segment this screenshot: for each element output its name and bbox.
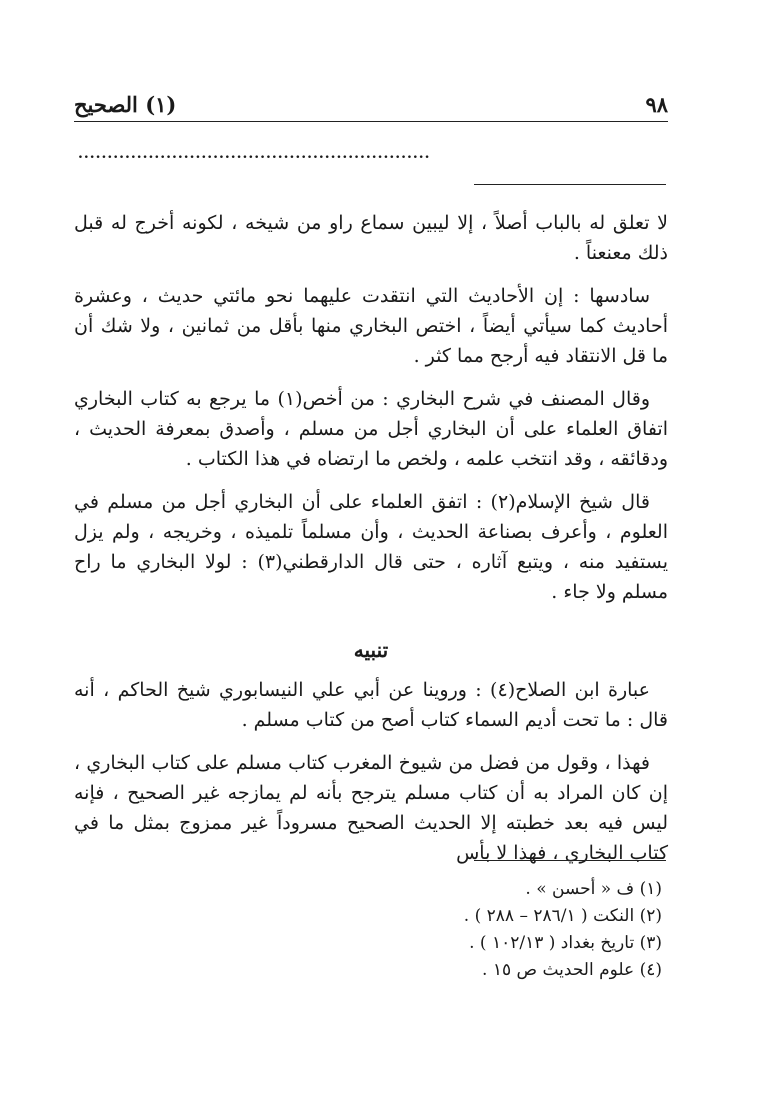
section-heading: تنبيه [353,638,389,662]
separator-rule [474,184,666,185]
running-title: (١) الصحيح [74,92,177,117]
main-text [74,208,668,881]
footnote-1: (١) ف « أحسن » . [525,879,662,899]
page-header [74,86,668,122]
paragraph-2: سادسها : إن الأحاديث التي انتقدت عليهما نحو مائتي حديث ، وعشرة أحاديث كما سيأتي أيضاً ، اختص البخاري منها بأقل من ثمانين ، ولا شك أن ما قل الانتقاد فيه أرجح مما كثر . [74,285,668,367]
footnote-3: (٣) تاريخ بغداد ( ١٠٢/١٣ ) . [469,933,662,953]
footnotes [142,876,662,984]
paragraph-5: عبارة ابن الصلاح(٤) : وروينا عن أبي علي النيسابوري شيخ الحاكم ، أنه قال : ما تحت أديم السماء كتاب أصح من كتاب مسلم . [74,679,668,731]
paragraph-4: قال شيخ الإسلام(٢) : اتفق العلماء على أن البخاري أجل من مسلم في العلوم ، وأعرف بصناعة الحديث ، وأن مسلماً تلميذه ، وخريجه ، ولم يزل يستفيد منه ، ويتبع آثاره ، حتى قال الدارقطني(٣) : لولا البخاري ما راح مسلم ولا جاء . [74,491,668,603]
footnote-rule [474,860,666,861]
paragraph-1: لا تعلق له بالباب أصلاً ، إلا ليبين سماع راو من شيخه ، لكونه أخرج له قبل ذلك معنعناً . [74,212,668,264]
dotted-separator: ............................................................ [78,146,431,162]
paragraph-3: وقال المصنف في شرح البخاري : من أخص(١) ما يرجع به كتاب البخاري اتفاق العلماء على أن البخاري أجل من مسلم ، وأصدق بمعرفة الحديث ، ودقائقه ، وقد انتخب علمه ، ولخص ما ارتضاه في هذا الكتاب . [74,388,668,470]
page-number: ٩٨ [645,92,668,117]
paragraph-6: فهذا ، وقول من فضل من شيوخ المغرب كتاب مسلم على كتاب البخاري ، إن كان المراد به أن كتاب مسلم يترجح بأنه لم يمازجه غير الصحيح ، فإنه ليس فيه بعد خطبته إلا الحديث الصحيح مسروداً غير ممزوج بمثل ما في كتاب البخاري ، فهذا لا بأس [74,752,668,864]
footnote-2: (٢) النكت ( ٢٨٦/١ – ٢٨٨ ) . [463,906,662,926]
footnote-4: (٤) علوم الحديث ص ١٥ . [482,960,662,980]
